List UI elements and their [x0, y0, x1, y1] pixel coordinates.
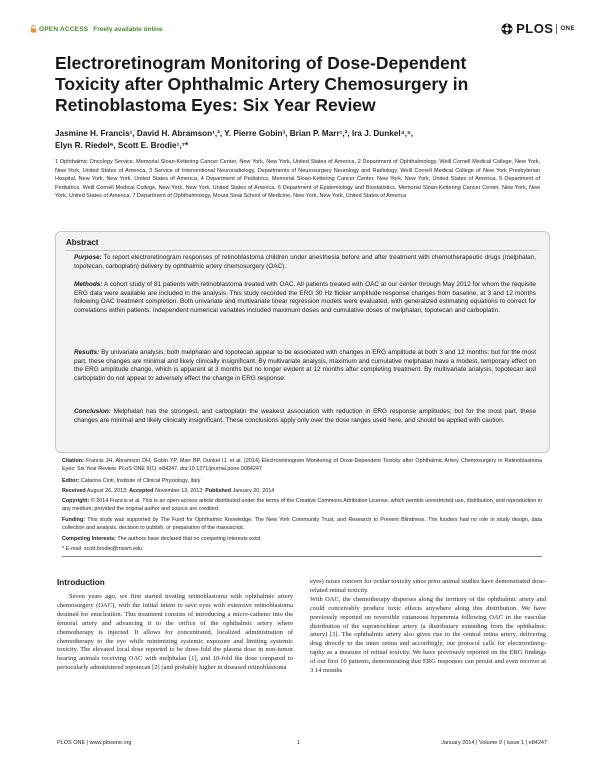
corresponding-email[interactable]: * E-mail: scott.brodie@mssm.edu: [62, 546, 143, 552]
funding-label: Funding:: [62, 517, 86, 523]
abstract-purpose: [74, 254, 536, 271]
intro-left-column: Seven years ago, we first started treating retinoblastoma with ophthalmic artery chemosurgery (OAC), with the initial intent to save eyes with extensive retinoblastoma destined for enucleation. This treatment consists of introducing a micro-catheter into the femoral artery and advancing it to the orifice of the ophthalmic artery where chemotherapy is injected. It allows for concentrated, localized administration of chemotherapy to the eye while minimizing systemic exposure and limiting systemic toxicity. The elevated local dose reported to be three-fold the plasma dose in non-tumor bearing animals receiving OAC with melphalan [1], and 10-fold the dose compared to periocularly administered topotecan [2] (and probably higher in diseased retinoblastoma: [57, 593, 293, 672]
plos-one-logo: [501, 21, 575, 36]
abstract-results: [74, 349, 536, 383]
logo-divider: [556, 24, 557, 34]
methods-text: A cohort study of 81 patients with retinoblastoma treated with OAC. All patients treated with OAC at our center through May 2012 for whom the requisite ERG data were available are included in the analysis. This study recorded the ERG 30 Hz flicker amplitude response changes from baseline, at 3 and 12 months following OAC treatment completion. Both univariate and multivariate linear regression models were evaluated, with generalized estimating equations to correct for correlations within patients. Independent numerical variables included maximum doses and cumulative doses of melphalan, topotecan and carboplatin.: [74, 281, 536, 314]
intro-right-column: eyes) raises concern for ocular toxicity since prior animal studies have demonstrated dose-related retinal toxicity. With OAC, the chemotherapy disperses along the territory of the ophthalmic artery and could conceivably produce toxic effects anywhere along this distribution. We have previously reported on reversible cutaneous hyperemia following OAC in the vascular distribution of the supratrochlear artery (a distributary extending from the ophthalmic artery) [3]. The ophthalmic artery also gives rise to the central retina artery, delivering drug directly to the inner retina and accordingly, our protocol calls for electroretinog-raphy as a measure of retinal toxicity. We have previously reported on the ERG findings of our first 10 patients, demonstrating that ERG responses can persist and even recover at 3 14 months: [310, 578, 546, 675]
received-label: Received: [62, 488, 86, 494]
citation-text: Francis JH, Abramson DH, Gobin YP, Marr BP, Dunkel IJ, et al. (2014) Electroretinogram Monitoring of Dose-Dependent Toxicity after Ophthalmic Artery Chemosurgery in Retinoblastoma Eyes: Six Year Review. PLoS ONE 9(1): e84247. doi:10.1371/journal.pone.0084247: [62, 458, 543, 472]
editor-label: Editor:: [62, 478, 80, 484]
authors-line-2: Elyn R. Riedel⁶, Scott E. Brodie¹,⁷*: [55, 141, 189, 150]
freely-available-label: Freely available online: [93, 25, 163, 33]
conclusion-label: Conclusion:: [74, 408, 111, 415]
citation-label: Citation:: [62, 458, 84, 464]
results-label: Results:: [74, 349, 100, 356]
open-access-lock-icon: [30, 25, 37, 33]
abstract-divider: [66, 250, 539, 251]
accepted-date: November 13, 2013;: [154, 488, 204, 494]
published-date: January 20, 2014: [232, 488, 275, 494]
plos-logo-icon: [501, 23, 513, 35]
copyright-text: © 2014 Francis et al. This is an open-access article distributed under the terms of the Creative Commons Attribution License, which permits unrestricted use, distribution, and reproduction in any medium, provided the original author and source are credited.: [62, 498, 542, 512]
plos-wordmark: PLOS: [516, 21, 554, 36]
published-label: Published: [205, 488, 232, 494]
results-text: By univariate analysis, both melphalan and topotecan appear to be associated with changes in ERG amplitude at both 3 and 12 months; but for the most part, these changes are minimal and likely clinically insignificant. By multivariate analysis, maximum and cumulative melphalan have a modest, temporary effect on the ERG amplitude change, which is apparent at 3 months but no longer evident at 12 months after completing treatment. By multivariate analysis, topotecan and carboplatin do not appear to adversely effect the change in ERG response.: [74, 349, 536, 382]
copyright: [62, 497, 542, 513]
competing-interests: [62, 535, 542, 543]
abstract-conclusion: [74, 408, 536, 425]
open-access-label: OPEN ACCESS: [39, 25, 89, 33]
article-title: Electroretinogram Monitoring of Dose-Dependent Toxicity after Ophthalmic Artery Chemosurgery in Retinoblastoma Eyes: Six Year Review: [55, 53, 469, 115]
dates: [62, 487, 542, 495]
purpose-label: Purpose:: [74, 254, 102, 261]
editor-text: Catarina Cinti, Institute of Clinical Physiology, Italy: [80, 478, 201, 484]
author-list: [55, 128, 535, 152]
journal-header: [30, 21, 575, 41]
page-number: 1: [297, 740, 301, 746]
accepted-label: Accepted: [129, 488, 154, 494]
editor: [62, 477, 542, 485]
purpose-text: To report electroretinogram responses of retinoblastoma children under anesthesia before and after treatment with chemotherapeutic drugs (melphalan, topotecan, carboplatin) delivery by ophthalmic artery chemosurgery (OAC).: [74, 254, 536, 270]
funding-text: This study was supported by The Fund for Ophthalmic Knowledge, The New York Community Trust, and Research to Prevent Blindness. The funders had no role in study design, data collection and analysis, decision to publish, or preparation of the manuscript.: [62, 517, 542, 531]
footer-issue-info: January 2014 | Volume 9 | Issue 1 | e84247: [441, 740, 547, 746]
introduction-heading: Introduction: [57, 578, 105, 587]
abstract-box: [55, 231, 550, 453]
citation: [62, 457, 542, 473]
metadata-rule: [62, 556, 542, 557]
abstract-heading: Abstract: [66, 238, 99, 247]
abstract-methods: [74, 281, 536, 315]
one-wordmark: ONE: [560, 25, 575, 32]
copyright-label: Copyright:: [62, 498, 90, 504]
received-date: August 26, 2013;: [86, 488, 128, 494]
competing-text: The authors have declared that no competing interests exist.: [117, 536, 262, 542]
open-access-badge: [30, 25, 163, 33]
conclusion-text: Melphalan has the strongest, and carboplatin the weakest association with reduction in ERG response amplitudes; but for the most part, these changes are minimal and likely clinically insignificant. These conclusions apply only over the dose ranges used here, and should be applied with caution.: [74, 408, 536, 424]
affiliations: 1 Ophthalmic Oncology Service, Memorial Sloan-Kettering Cancer Center, New York, New York, United States of America, 2 Department of Ophthalmology, Weill Cornell Medical College, New York, New York, United States of America, 3 Service of Interventional Neuroradiology, Departments of Neurosurgery Neurology and Radiology, Weill Cornell Medical College of New York Presbyterian Hospital, New York, New York, United States of America, 4 Department of Pediatrics, Memorial Sloan-Kettering Cancer Center, New York, New York, United States of America, 5 Department of Pediatrics, Weill Cornell Medical College, New York, New York, United States of America, 6 Department of Epidemiology and Biostatistics, Memorial Sloan-Kettering Cancer Center, New York, New York, United States of America, 7 Department of Ophthalmology, Mount Sinai School of Medicine, New York, New York, United States of America: [55, 159, 540, 200]
competing-label: Competing Interests:: [62, 536, 116, 542]
funding: [62, 516, 542, 532]
methods-label: Methods:: [74, 281, 103, 288]
authors-line-1: Jasmine H. Francis¹, David H. Abramson¹,², Y. Pierre Gobin³, Brian P. Marr¹,², Ira J. Dunkel⁴,⁵,: [55, 129, 414, 138]
footer-journal-url: PLOS ONE | www.plosone.org: [57, 740, 132, 746]
